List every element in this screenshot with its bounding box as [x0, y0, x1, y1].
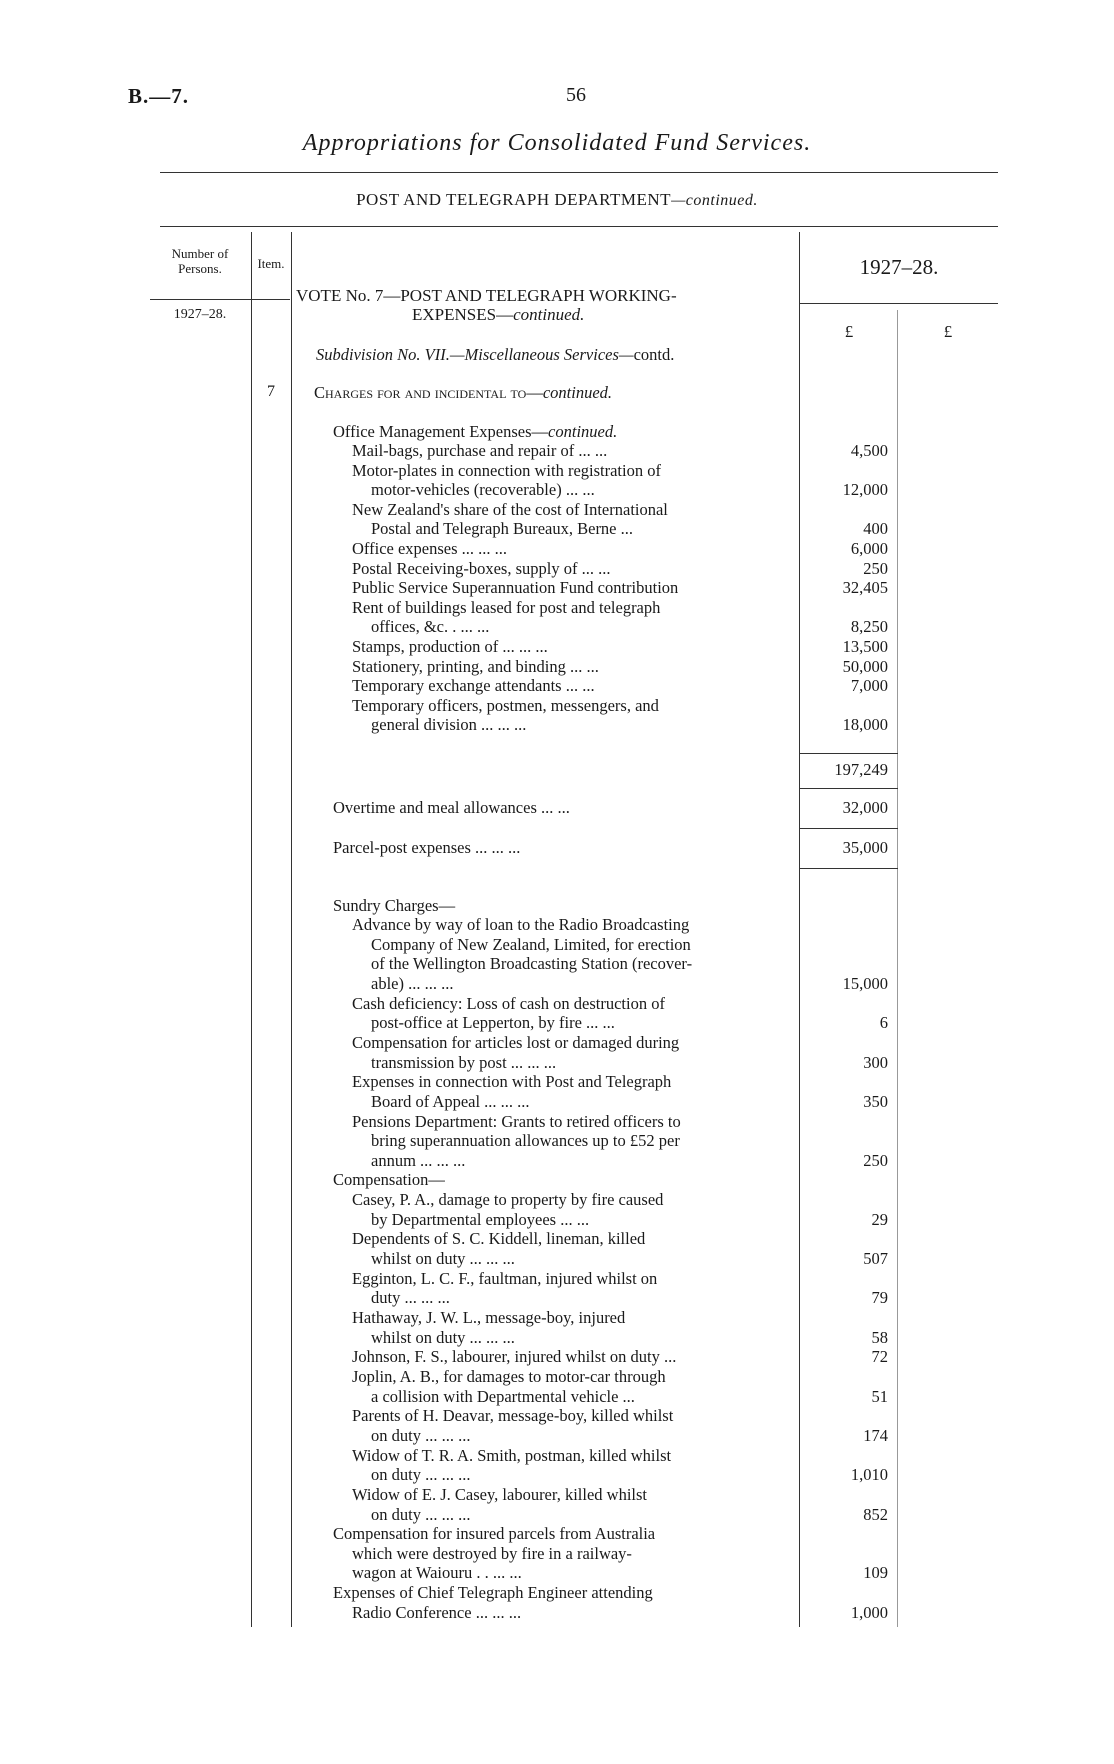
ledger-line-text: Expenses of Chief Telegraph Engineer attending — [333, 1583, 653, 1603]
currency-symbol-1: £ — [844, 322, 854, 341]
document-reference: B.—7. — [128, 84, 190, 108]
ledger-line-text: Stationery, printing, and binding ... ... — [352, 656, 599, 676]
ledger-line-text: whilst on duty ... ... ... — [371, 1249, 515, 1269]
parcel-text: Parcel-post expenses ... ... ... — [333, 838, 521, 857]
ledger-line-text: Compensation for articles lost or damaged during — [352, 1032, 680, 1052]
ledger-line-text: Public Service Superannuation Fund contribution — [352, 578, 679, 598]
ledger-line-text: Johnson, F. S., labourer, injured whilst on duty ... — [352, 1347, 677, 1367]
charges-label: Charges for and incidental to— — [314, 383, 543, 402]
department-name: POST AND TELEGRAPH DEPARTMENT — [356, 190, 672, 209]
parcel-rule — [800, 868, 898, 869]
ledger-line-text: Egginton, L. C. F., faultman, injured whilst on — [352, 1268, 658, 1288]
ledger-line-text: by Departmental employees ... ... — [371, 1209, 590, 1229]
ledger-line-amount: 250 — [863, 1150, 888, 1170]
ledger-line-text: Hathaway, J. W. L., message-boy, injured — [352, 1308, 626, 1327]
sundry-heading: Sundry Charges— — [333, 896, 456, 915]
table-top-rule — [160, 226, 998, 227]
ledger-line-text: Advance by way of loan to the Radio Broadcasting — [352, 915, 690, 934]
office-heading — [333, 422, 617, 442]
ledger-line-text: annum ... ... ... — [371, 1150, 466, 1170]
ledger-line-amount: 1,010 — [850, 1465, 888, 1485]
ledger-line-text: Pensions Department: Grants to retired officers to — [352, 1111, 681, 1131]
ledger-line-amount: 13,500 — [842, 637, 888, 656]
ledger-line-text: Mail-bags, purchase and repair of ... ... — [352, 441, 608, 460]
office-heading-label: Office Management Expenses— — [333, 422, 549, 441]
subtotal-bottom-rule — [800, 788, 898, 789]
department-suffix: —continued. — [671, 192, 758, 209]
ledger-line-amount: 79 — [871, 1288, 888, 1308]
subtotal-amount: 197,249 — [834, 760, 888, 779]
vote-title-line2: EXPENSES— — [412, 305, 514, 324]
vote-title-cont — [412, 305, 584, 325]
year-header-rule — [800, 303, 998, 304]
ledger-line-text: Motor-plates in connection with registration of — [352, 460, 661, 480]
ledger-line-amount: 400 — [863, 519, 888, 539]
ledger-line-amount: 8,250 — [850, 617, 888, 637]
ledger-line-text: Dependents of S. C. Kiddell, lineman, killed — [352, 1229, 646, 1249]
vote-title: VOTE No. 7—POST AND TELEGRAPH WORKING- — [296, 286, 677, 305]
ledger-line-amount: 300 — [863, 1052, 888, 1072]
title-rule — [160, 172, 998, 173]
ledger-line-text: of the Wellington Broadcasting Station (recover- — [371, 954, 693, 974]
year-column-header: 1927–28. — [859, 255, 939, 279]
ledger-line-text: Widow of T. R. A. Smith, postman, killed whilst — [352, 1445, 672, 1465]
ledger-line-text: Compensation for insured parcels from Australia — [333, 1524, 656, 1544]
ledger-line-text: Parents of H. Deavar, message-boy, killed whilst — [352, 1406, 674, 1426]
ledger-line-text: New Zealand's share of the cost of International — [352, 499, 668, 519]
description-column-rule — [291, 232, 292, 1627]
ledger-line-text: Postal Receiving-boxes, supply of ... ... — [352, 558, 611, 578]
ledger-line-text: Expenses in connection with Post and Telegraph — [352, 1072, 672, 1092]
charges-continued: continued. — [542, 383, 613, 402]
item-header-rule — [252, 299, 290, 300]
ledger-line-amount: 174 — [863, 1425, 888, 1445]
ledger-line-text: offices, &c. . ... ... — [371, 617, 490, 637]
ledger-line-amount: 50,000 — [842, 656, 888, 676]
ledger-line-text: whilst on duty ... ... ... — [371, 1327, 515, 1347]
ledger-line-text: Casey, P. A., damage to property by fire caused — [352, 1190, 664, 1210]
ledger-line-text: Stamps, production of ... ... ... — [352, 637, 548, 656]
ledger-line-text: on duty ... ... ... — [371, 1504, 471, 1524]
ledger-line-amount: 4,500 — [850, 441, 888, 460]
ledger-line-text: transmission by post ... ... ... — [371, 1052, 557, 1072]
ledger-line-text: post-office at Lepperton, by fire ... ... — [371, 1013, 615, 1033]
subdivision-label: Subdivision No. VII.—Miscellaneous Services— — [316, 345, 634, 364]
ledger-line-amount: 32,405 — [842, 578, 888, 598]
ledger-line-amount: 6 — [879, 1013, 888, 1033]
ledger-line-text: Compensation— — [333, 1170, 445, 1190]
ledger-line-text: Radio Conference ... ... ... — [352, 1602, 522, 1622]
ledger-line-text: Rent of buildings leased for post and telegraph — [352, 597, 661, 617]
department-heading — [0, 190, 1114, 210]
ledger-line-amount: 58 — [871, 1327, 888, 1347]
subdivision-contd: contd. — [633, 345, 675, 364]
overtime-text: Overtime and meal allowances ... ... — [333, 798, 570, 817]
ledger-line-text: bring superannuation allowances up to £52 per — [371, 1131, 680, 1151]
ledger-line-text: on duty ... ... ... — [371, 1465, 471, 1485]
ledger-line-amount: 507 — [863, 1249, 888, 1269]
ledger-line-text: Board of Appeal ... ... ... — [371, 1091, 530, 1111]
office-heading-continued: continued. — [548, 422, 618, 441]
subdivision-heading — [316, 345, 674, 365]
page-title: Appropriations for Consolidated Fund Services. — [302, 130, 812, 156]
ledger-line-amount: 852 — [863, 1504, 888, 1524]
ledger-line-text: on duty ... ... ... — [371, 1425, 471, 1445]
ledger-line-amount: 109 — [863, 1563, 888, 1583]
ledger-line-text: Office expenses ... ... ... — [352, 539, 508, 558]
item-number: 7 — [267, 383, 275, 400]
vote-title-continued: continued. — [513, 305, 585, 324]
persons-column-header: Number of Persons. — [171, 246, 229, 276]
ledger-line-amount: 51 — [871, 1386, 888, 1406]
ledger-line-amount: 72 — [871, 1347, 888, 1367]
overtime-amount: 32,000 — [842, 798, 888, 817]
persons-header-rule — [150, 299, 252, 300]
ledger-line-text: motor-vehicles (recoverable) ... ... — [371, 480, 595, 500]
ledger-line-text: Postal and Telegraph Bureaux, Berne ... — [371, 519, 634, 539]
ledger-line-amount: 18,000 — [842, 715, 888, 735]
parcel-amount: 35,000 — [842, 838, 888, 857]
ledger-line-amount: 29 — [871, 1209, 888, 1229]
ledger-line-text: Temporary officers, postmen, messengers, and — [352, 695, 659, 715]
ledger-line-amount: 1,000 — [850, 1602, 888, 1622]
ledger-line-text: Cash deficiency: Loss of cash on destruction of — [352, 993, 665, 1013]
ledger-line-amount: 6,000 — [850, 539, 888, 558]
currency-symbol-2: £ — [943, 322, 953, 341]
ledger-line-text: able) ... ... ... — [371, 973, 454, 993]
ledger-line-amount: 12,000 — [842, 480, 888, 500]
subtotal-rule — [800, 753, 898, 754]
ledger-line-amount: 250 — [863, 558, 888, 578]
ledger-line-text: Joplin, A. B., for damages to motor-car through — [352, 1366, 666, 1386]
total-column-rule — [897, 310, 898, 1627]
ledger-line-text: wagon at Waiouru . . ... ... — [352, 1563, 522, 1583]
charges-heading — [314, 383, 612, 403]
ledger-line-amount: 15,000 — [842, 973, 888, 993]
ledger-line-text: a collision with Departmental vehicle ... — [371, 1386, 635, 1406]
ledger-line-text: Company of New Zealand, Limited, for erection — [371, 934, 691, 954]
overtime-rule — [800, 828, 898, 829]
ledger-line-text: Widow of E. J. Casey, labourer, killed whilst — [352, 1484, 648, 1504]
persons-year: 1927–28. — [173, 307, 227, 322]
page-number: 56 — [566, 84, 586, 106]
ledger-line-text: duty ... ... ... — [371, 1288, 450, 1308]
ledger-line-text: Temporary exchange attendants ... ... — [352, 676, 595, 696]
ledger-line-text: which were destroyed by fire in a railway- — [352, 1543, 632, 1563]
ledger-line-amount: 350 — [863, 1091, 888, 1111]
ledger-line-amount: 7,000 — [850, 676, 888, 696]
ledger-line-text: general division ... ... ... — [371, 715, 527, 735]
item-column-rule — [251, 232, 252, 1627]
item-column-header: Item. — [257, 256, 285, 271]
